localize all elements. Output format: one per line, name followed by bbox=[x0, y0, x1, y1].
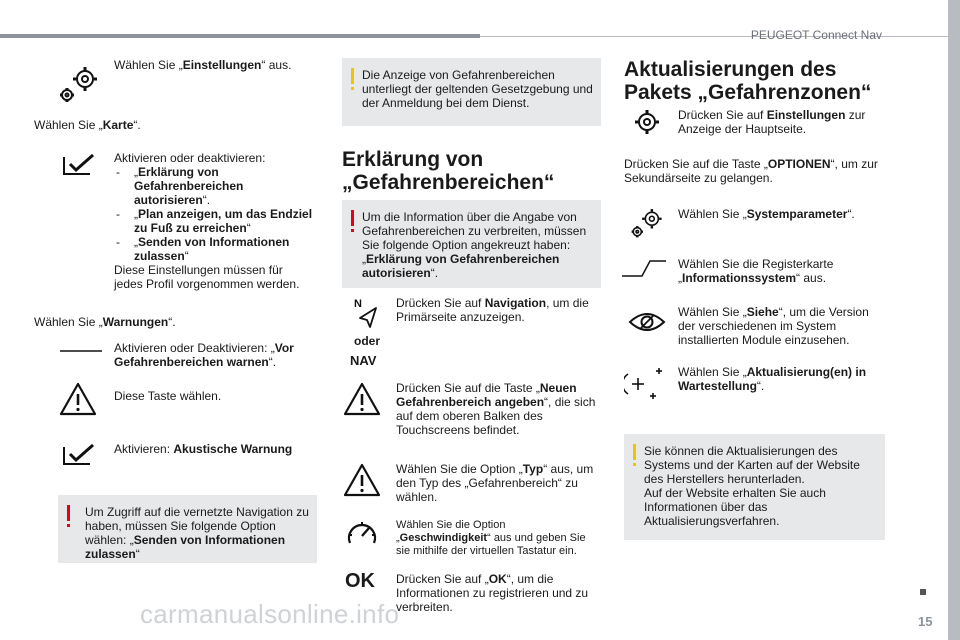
toggle-line-icon bbox=[60, 346, 102, 356]
header-rule bbox=[480, 36, 960, 37]
eye-icon bbox=[628, 310, 666, 334]
section-heading-hazard: Erklärung von „Gefahrenbereichen“ bbox=[342, 148, 555, 194]
step-open-settings: Drücken Sie auf Einstellungen zur Anzeige der Hauptseite. bbox=[678, 108, 866, 136]
tab-icon bbox=[622, 258, 666, 278]
note-text: Um Zugriff auf die vernetzte Navigation zu haben, müssen Sie folgende Option wählen: „Senden von Informationen zulassen“ bbox=[85, 505, 309, 561]
step-acoustic-warning: Aktivieren: Akustische Warnung bbox=[114, 442, 293, 456]
step-options: Drücken Sie auf die Taste „OPTIONEN“, um zur Sekundärseite zu gelangen. bbox=[624, 157, 878, 185]
step-select-settings: Wählen Sie „Einstellungen“ aus. bbox=[114, 58, 292, 72]
important-note bbox=[342, 200, 601, 288]
watermark: carmanualsonline.info bbox=[140, 599, 400, 629]
speedometer-icon bbox=[345, 519, 379, 549]
step-select-type: Wählen Sie die Option „Typ“ aus, um den Typ des „Gefahrenbereich“ zu wählen. bbox=[396, 462, 594, 504]
note-text: Die Anzeige von Gefahrenbereichen unterliegt der geltenden Gesetzgebung und der Anmeldung bei dem Dienst. bbox=[362, 68, 593, 110]
step-pending-updates: Wählen Sie „Aktualisierung(en) in Wartestellung“. bbox=[678, 365, 867, 393]
info-exclamation-icon bbox=[633, 444, 636, 460]
settings-gears-icon bbox=[58, 62, 100, 104]
info-note bbox=[342, 58, 601, 126]
note-text: Um die Information über die Angabe von Gefahrenbereichen zu verbreiten, müssen Sie folgende Option angekreuzt haben: „Erklärung von Gefahrenbereichen autorisieren“. bbox=[362, 210, 587, 280]
nav-key-label: NAV bbox=[350, 353, 377, 368]
brand-label: PEUGEOT Connect Nav bbox=[750, 28, 882, 42]
step-navigation: Drücken Sie auf Navigation, um die Primärseite anzuzeigen. bbox=[396, 296, 589, 324]
step-press-ok: Drücken Sie auf „OK“, um die Informationen zu registrieren und zu verbreiten. bbox=[396, 572, 589, 614]
important-note bbox=[58, 495, 317, 563]
ok-key-icon: OK bbox=[345, 570, 375, 592]
checkbox-checked-icon bbox=[62, 444, 96, 466]
step-view-versions: Wählen Sie „Siehe“, um die Version der verschiedenen im System installierten Module einzusehen. bbox=[678, 305, 869, 347]
svg-text:N: N bbox=[354, 298, 362, 310]
step-new-hazard: Drücken Sie auf die Taste „Neuen Gefahrenbereich angeben“, die sich auf dem oberen Balken des Touchscreens befindet. bbox=[396, 381, 596, 437]
header-bar bbox=[0, 34, 480, 38]
navigation-arrow-icon bbox=[354, 296, 380, 330]
section-heading-updates: Aktualisierungen des Pakets „Gefahrenzonen“ bbox=[624, 58, 872, 104]
settings-gears-icon bbox=[630, 205, 664, 239]
checkbox-checked-icon bbox=[62, 154, 96, 176]
exclamation-icon bbox=[67, 505, 70, 521]
settings-gear-icon bbox=[633, 108, 661, 136]
pending-updates-icon bbox=[624, 367, 666, 401]
step-select-warnings: Wählen Sie „Warnungen“. bbox=[34, 315, 176, 329]
option-item: - „Senden von Informationen zulassen“ bbox=[114, 235, 314, 263]
option-item: - „Erklärung von Gefahrenbereichen autorisieren“. bbox=[114, 165, 314, 207]
warning-triangle-icon bbox=[59, 382, 97, 416]
info-note bbox=[624, 434, 885, 540]
info-exclamation-icon bbox=[351, 68, 354, 84]
step-speed: Wählen Sie die Option „Geschwindigkeit“ aus und geben Sie sie mithilfe der virtuellen Tastatur ein. bbox=[396, 519, 586, 557]
step-select-map: Wählen Sie „Karte“. bbox=[34, 118, 141, 132]
note-text: Sie können die Aktualisierungen des Systems und der Karten auf der Website des Herstellers herunterladen. Auf der Website erhalten Sie auch Informationen über das Aktualisierungsverfahren. bbox=[644, 444, 860, 528]
page-edge-strip bbox=[948, 0, 960, 640]
page-end-marker bbox=[920, 589, 926, 595]
step-system-params: Wählen Sie „Systemparameter“. bbox=[678, 207, 855, 221]
step-info-tab: Wählen Sie die Registerkarte „Informationssystem“ aus. bbox=[678, 257, 834, 285]
or-label: oder bbox=[354, 334, 381, 348]
warning-triangle-icon bbox=[343, 463, 381, 497]
option-item: - „Plan anzeigen, um das Endziel zu Fuß zu erreichen“ bbox=[114, 207, 314, 235]
step-warn-prior: Aktivieren oder Deaktivieren: „Vor Gefahrenbereichen warnen“. bbox=[114, 341, 294, 369]
warning-triangle-icon bbox=[343, 382, 381, 416]
exclamation-icon bbox=[351, 210, 354, 226]
step-select-key: Diese Taste wählen. bbox=[114, 389, 222, 403]
step-activate-options: Aktivieren oder deaktivieren: - „Erklärung von Gefahrenbereichen autorisieren“. - „Plan anzeigen, um das Endziel zu Fuß zu erreichen“ - „Senden von Informationen zulassen“ Diese Einstellungen müssen für jedes Profil vorgenommen werden. bbox=[114, 151, 314, 291]
page-number: 15 bbox=[918, 614, 933, 629]
